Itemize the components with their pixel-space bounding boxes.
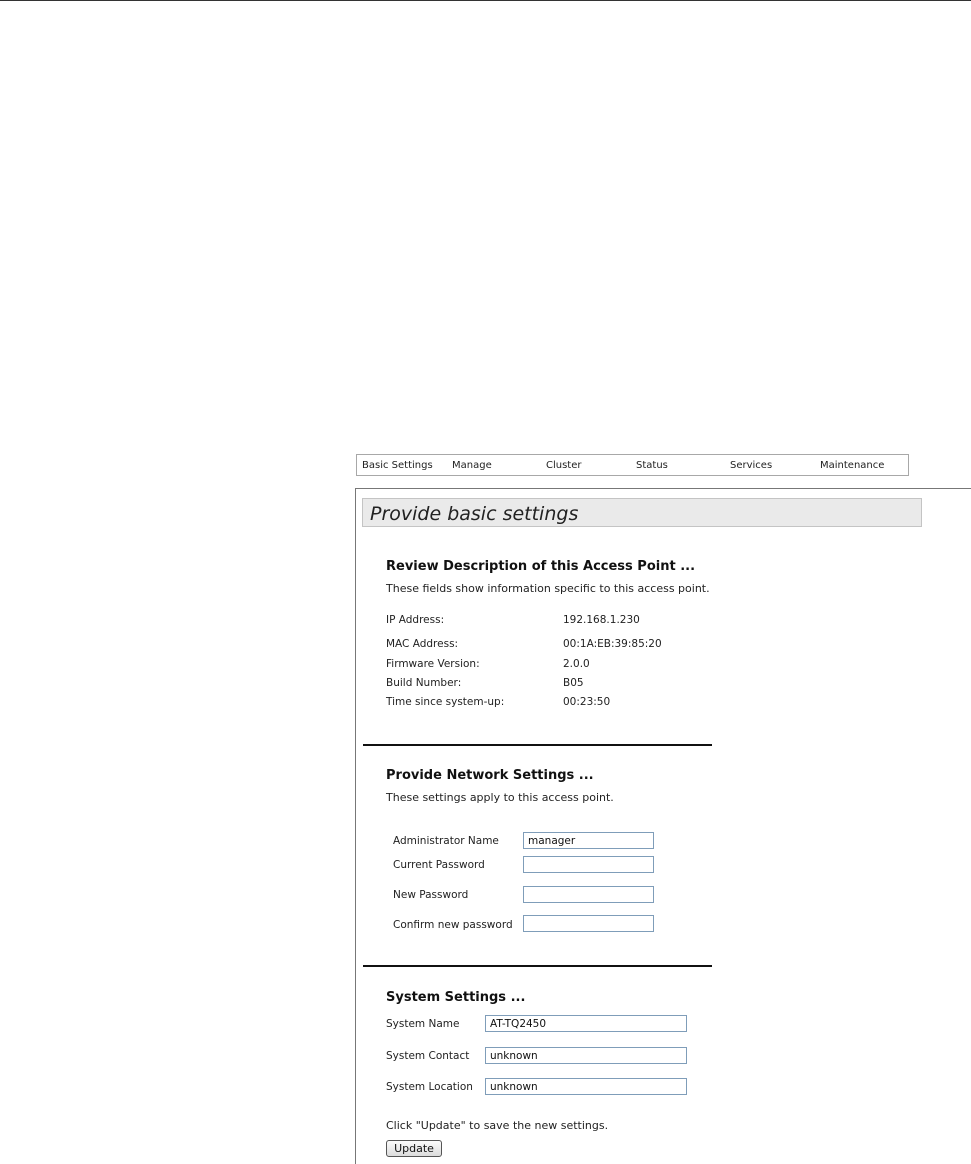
mac-address-value: 00:1A:EB:39:85:20 xyxy=(563,638,662,650)
main-nav xyxy=(356,454,909,476)
firmware-version-label: Firmware Version: xyxy=(386,658,480,670)
page-banner xyxy=(362,498,922,527)
page-top-rule xyxy=(0,0,971,1)
section-divider xyxy=(363,744,712,746)
current-password-label: Current Password xyxy=(393,859,485,871)
confirm-password-input[interactable] xyxy=(523,915,654,932)
update-button[interactable]: Update xyxy=(386,1140,442,1157)
nav-maintenance[interactable]: Maintenance xyxy=(820,460,885,471)
content-panel xyxy=(355,488,971,1164)
system-contact-label: System Contact xyxy=(386,1050,470,1062)
new-password-input[interactable] xyxy=(523,886,654,903)
review-description: These fields show information specific to this access point. xyxy=(386,582,710,595)
system-name-label: System Name xyxy=(386,1018,460,1030)
admin-name-label: Administrator Name xyxy=(393,835,499,847)
current-password-input[interactable] xyxy=(523,856,654,873)
system-location-input[interactable] xyxy=(485,1078,687,1095)
system-contact-input[interactable] xyxy=(485,1047,687,1064)
ip-address-label: IP Address: xyxy=(386,614,445,626)
confirm-password-label: Confirm new password xyxy=(393,919,513,931)
ip-address-value: 192.168.1.230 xyxy=(563,614,640,626)
system-location-label: System Location xyxy=(386,1081,473,1093)
page-title: Provide basic settings xyxy=(370,503,579,525)
nav-status[interactable]: Status xyxy=(636,460,668,471)
nav-services[interactable]: Services xyxy=(730,460,773,471)
admin-name-input[interactable] xyxy=(523,832,654,849)
uptime-value: 00:23:50 xyxy=(563,696,611,708)
system-name-input[interactable] xyxy=(485,1015,687,1032)
build-number-label: Build Number: xyxy=(386,677,462,689)
mac-address-label: MAC Address: xyxy=(386,638,459,650)
uptime-label: Time since system-up: xyxy=(386,696,505,708)
system-heading: System Settings ... xyxy=(386,990,526,1005)
nav-basic-settings[interactable]: Basic Settings xyxy=(362,460,433,471)
network-heading: Provide Network Settings ... xyxy=(386,768,594,783)
new-password-label: New Password xyxy=(393,889,469,901)
network-description: These settings apply to this access point. xyxy=(386,791,614,804)
firmware-version-value: 2.0.0 xyxy=(563,658,590,670)
review-heading: Review Description of this Access Point ... xyxy=(386,559,696,574)
section-divider xyxy=(363,965,712,967)
update-hint: Click "Update" to save the new settings. xyxy=(386,1119,609,1132)
nav-cluster[interactable]: Cluster xyxy=(546,460,582,471)
build-number-value: B05 xyxy=(563,677,584,689)
nav-manage[interactable]: Manage xyxy=(452,460,492,471)
